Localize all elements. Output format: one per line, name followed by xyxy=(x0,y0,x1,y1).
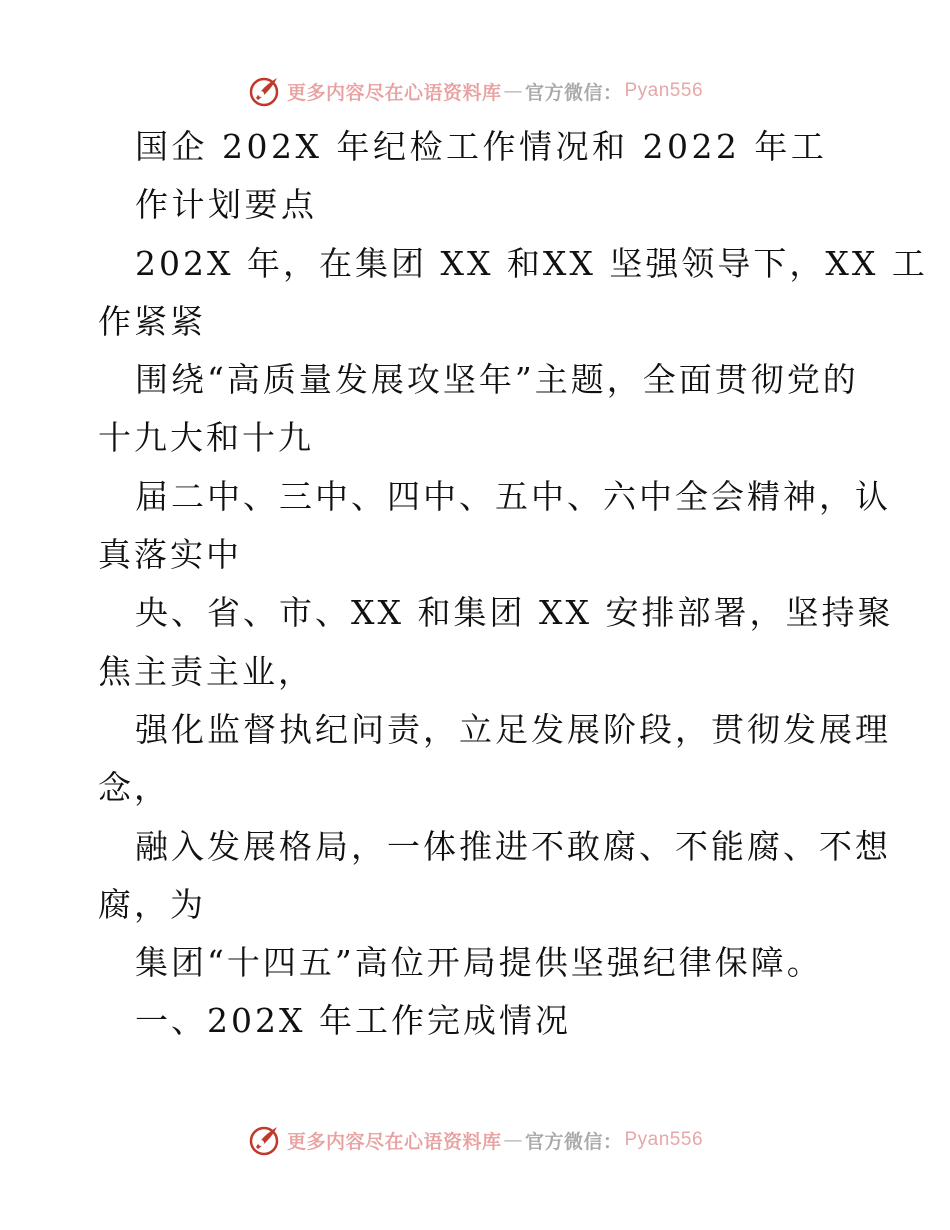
watermark-header xyxy=(0,71,950,111)
paragraph-line: 融入发展格局，一体推进不敢腐、不能腐、不想 xyxy=(135,826,891,866)
watermark-text xyxy=(287,1127,703,1154)
watermark-dash: — xyxy=(503,80,523,102)
watermark-inner xyxy=(247,74,703,108)
paragraph-line: 腐，为 xyxy=(98,884,206,924)
paragraph-line: 强化监督执纪问责，立足发展阶段，贯彻发展理 xyxy=(135,709,891,749)
red-quill-logo-icon xyxy=(247,1123,281,1157)
paragraph-line: 集团“十四五”高位开局提供坚强纪律保障。 xyxy=(135,943,823,983)
red-quill-logo-icon xyxy=(247,74,281,108)
paragraph-line: 念， xyxy=(98,768,170,808)
watermark-inner xyxy=(247,1123,703,1157)
document-title-line-2: 作计划要点 xyxy=(135,185,318,225)
watermark-wechat-id: Pyan556 xyxy=(624,80,704,101)
section-heading: 一、202X 年工作完成情况 xyxy=(135,1001,571,1041)
watermark-official-label: 官方微信： xyxy=(524,81,623,104)
paragraph-line: 十九大和十九 xyxy=(98,418,314,458)
watermark-wechat-id: Pyan556 xyxy=(624,1129,704,1150)
paragraph-line: 焦主责主业， xyxy=(98,651,314,691)
paragraph-line: 央、省、市、XX 和集团 XX 安排部署，坚持聚 xyxy=(135,593,894,633)
paragraph-line: 围绕“高质量发展攻坚年”主题，全面贯彻党的 xyxy=(135,360,859,400)
document-body xyxy=(98,118,928,1051)
paragraph-line: 202X 年，在集团 XX 和XX 坚强领导下，XX 工 xyxy=(135,243,928,283)
watermark-brand: 更多内容尽在心语资料库 xyxy=(286,81,502,104)
paragraph-line: 届二中、三中、四中、五中、六中全会精神，认 xyxy=(135,476,891,516)
watermark-brand: 更多内容尽在心语资料库 xyxy=(286,1130,502,1153)
paragraph-line: 作紧紧 xyxy=(98,301,206,341)
document-title-line-1: 国企 202X 年纪检工作情况和 2022 年工 xyxy=(135,127,828,166)
watermark-dash: — xyxy=(503,1129,523,1151)
watermark-text xyxy=(287,78,703,105)
watermark-footer xyxy=(0,1120,950,1160)
watermark-official-label: 官方微信： xyxy=(524,1130,623,1153)
paragraph-line: 真落实中 xyxy=(98,535,242,575)
